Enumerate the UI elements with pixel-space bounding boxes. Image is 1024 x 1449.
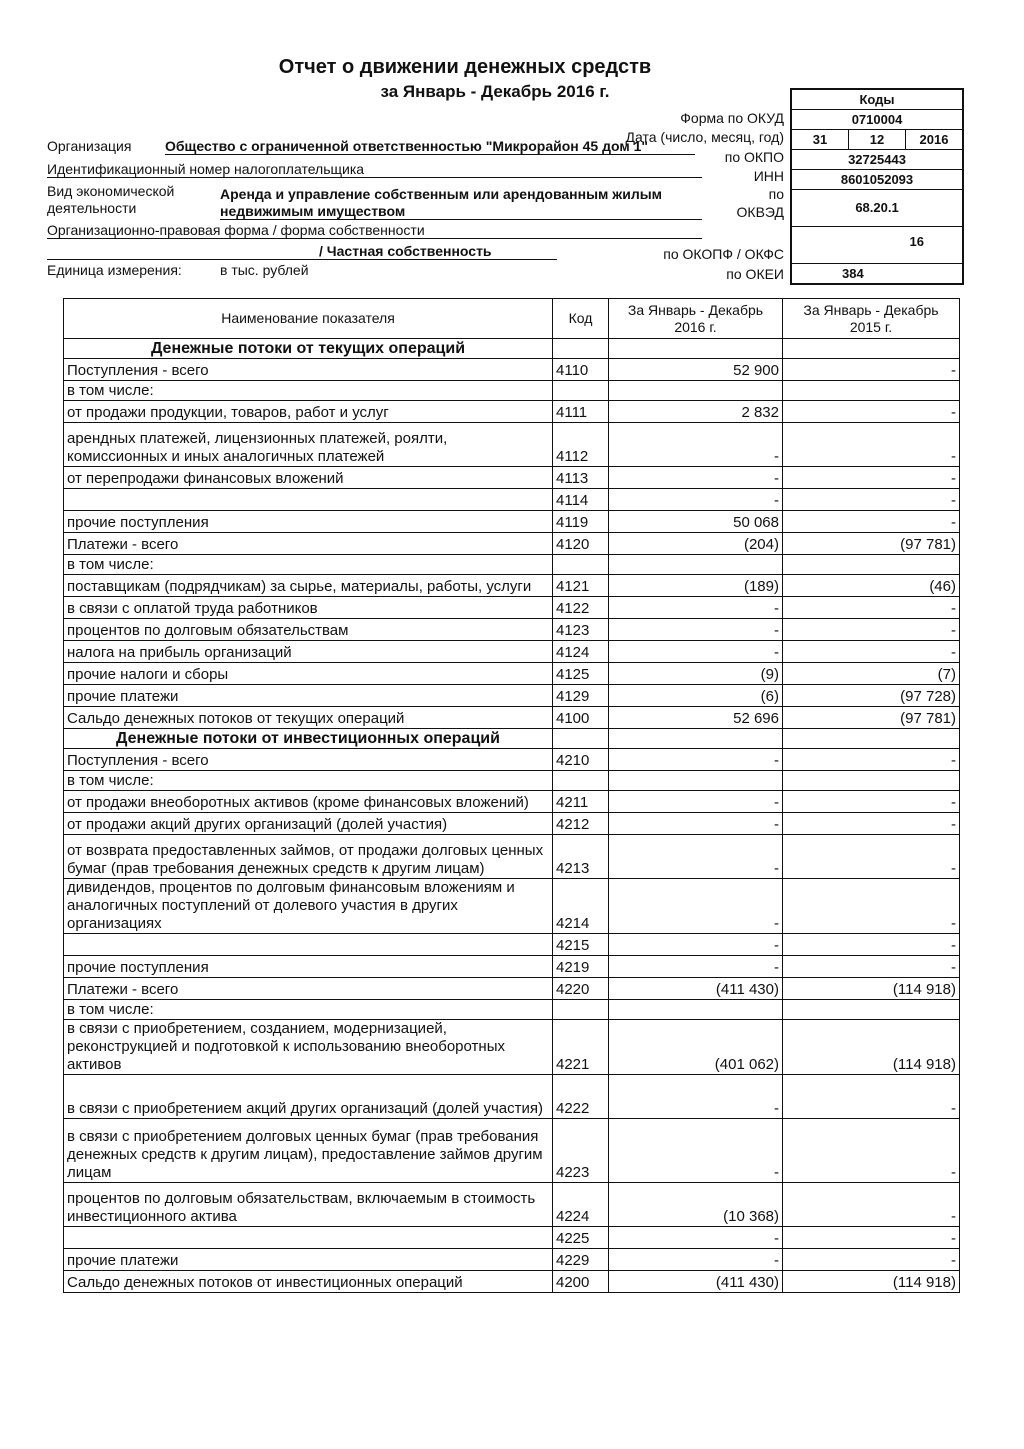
row-label: от перепродажи финансовых вложений bbox=[64, 467, 553, 489]
row-label: в связи с приобретением акций других организаций (долей участия) bbox=[64, 1075, 553, 1119]
value-2015: - bbox=[783, 1227, 960, 1249]
value-2015: - bbox=[783, 1183, 960, 1227]
value-2015: (46) bbox=[783, 575, 960, 597]
value-2015: (114 918) bbox=[783, 1271, 960, 1293]
row-code: 4125 bbox=[553, 663, 609, 685]
value-2016: - bbox=[609, 879, 783, 934]
row-code: 4220 bbox=[553, 978, 609, 1000]
inn-label: ИНН bbox=[753, 168, 784, 184]
section-row bbox=[64, 729, 960, 749]
value-2015: - bbox=[783, 641, 960, 663]
value-2015: - bbox=[783, 467, 960, 489]
table-row bbox=[64, 1271, 960, 1293]
value-2016: (189) bbox=[609, 575, 783, 597]
table-row bbox=[64, 956, 960, 978]
row-code: 4123 bbox=[553, 619, 609, 641]
value-2016: (10 368) bbox=[609, 1183, 783, 1227]
activity-line-2: недвижимым имуществом bbox=[220, 203, 702, 220]
date-year: 2016 bbox=[905, 130, 962, 149]
table-row bbox=[64, 1075, 960, 1119]
table-row bbox=[64, 749, 960, 771]
value-2016: 52 900 bbox=[609, 359, 783, 381]
org-name: Общество с ограниченной ответственностью "Микрорайон 45 дом 1" bbox=[165, 138, 695, 155]
value-2016: (401 062) bbox=[609, 1020, 783, 1075]
value-2015-cell bbox=[783, 729, 960, 749]
value-2015: - bbox=[783, 879, 960, 934]
activity-label-1: Вид экономической bbox=[47, 183, 175, 199]
okopf-value bbox=[792, 226, 962, 263]
value-2016: - bbox=[609, 467, 783, 489]
table-row bbox=[64, 685, 960, 707]
row-code: 4222 bbox=[553, 1075, 609, 1119]
table-row bbox=[64, 1000, 960, 1020]
value-2016-cell bbox=[609, 555, 783, 575]
value-2016-cell bbox=[609, 381, 783, 401]
codes-box bbox=[790, 88, 964, 285]
value-2015: (97 781) bbox=[783, 707, 960, 729]
value-2015: - bbox=[783, 359, 960, 381]
row-label: в связи с приобретением долговых ценных бумаг (прав требования денежных средств к другим лицам), предоставление займов другим лицам bbox=[64, 1119, 553, 1183]
row-code: 4229 bbox=[553, 1249, 609, 1271]
table-row bbox=[64, 533, 960, 555]
table-row bbox=[64, 1183, 960, 1227]
row-code: 4225 bbox=[553, 1227, 609, 1249]
okopf-code: 16 bbox=[909, 234, 924, 249]
table-row bbox=[64, 1119, 960, 1183]
value-2015-cell bbox=[783, 1000, 960, 1020]
row-code: 4219 bbox=[553, 956, 609, 978]
value-2015: - bbox=[783, 835, 960, 879]
value-2016: - bbox=[609, 597, 783, 619]
okved-label-2: ОКВЭД bbox=[736, 204, 784, 220]
value-2016: - bbox=[609, 423, 783, 467]
value-2015-cell bbox=[783, 381, 960, 401]
okei-label: по ОКЕИ bbox=[726, 266, 784, 282]
value-2015: (97 728) bbox=[783, 685, 960, 707]
section-row bbox=[64, 339, 960, 359]
table-row bbox=[64, 511, 960, 533]
row-code: 4114 bbox=[553, 489, 609, 511]
value-2016: (6) bbox=[609, 685, 783, 707]
table-row bbox=[64, 771, 960, 791]
row-label: процентов по долговым обязательствам bbox=[64, 619, 553, 641]
code-cell bbox=[553, 555, 609, 575]
table-row bbox=[64, 1227, 960, 1249]
row-code: 4213 bbox=[553, 835, 609, 879]
row-code: 4112 bbox=[553, 423, 609, 467]
activity-line-1: Аренда и управление собственным или арендованным жилым bbox=[220, 186, 663, 202]
row-label: прочие поступления bbox=[64, 511, 553, 533]
row-label: от продажи продукции, товаров, работ и услуг bbox=[64, 401, 553, 423]
value-2015: - bbox=[783, 934, 960, 956]
inn-value: 8601052093 bbox=[792, 169, 962, 189]
row-label: дивидендов, процентов по долговым финансовым вложениям и аналогичных поступлений от долевого участия в других организациях bbox=[64, 879, 553, 934]
value-2016-cell bbox=[609, 1000, 783, 1020]
table-row bbox=[64, 978, 960, 1000]
okud-label: Форма по ОКУД bbox=[680, 110, 784, 126]
table-row bbox=[64, 489, 960, 511]
row-code: 4100 bbox=[553, 707, 609, 729]
row-label: поставщикам (подрядчикам) за сырье, материалы, работы, услуги bbox=[64, 575, 553, 597]
section-title: Денежные потоки от текущих операций bbox=[64, 339, 553, 359]
row-label bbox=[64, 489, 553, 511]
section-title: Денежные потоки от инвестиционных операций bbox=[64, 729, 553, 749]
okpo-label: по ОКПО bbox=[724, 149, 784, 165]
row-label: прочие поступления bbox=[64, 956, 553, 978]
table-row bbox=[64, 707, 960, 729]
table-row bbox=[64, 423, 960, 467]
value-2016: - bbox=[609, 1119, 783, 1183]
col-2015-header: За Январь - Декабрь 2015 г. bbox=[783, 299, 960, 339]
value-2016: - bbox=[609, 749, 783, 771]
activity-label-2: деятельности bbox=[47, 200, 137, 216]
value-2016: - bbox=[609, 835, 783, 879]
row-code: 4119 bbox=[553, 511, 609, 533]
value-2015: - bbox=[783, 401, 960, 423]
row-code: 4122 bbox=[553, 597, 609, 619]
row-code: 4200 bbox=[553, 1271, 609, 1293]
value-2016: - bbox=[609, 619, 783, 641]
row-label: от продажи акций других организаций (долей участия) bbox=[64, 813, 553, 835]
row-label: в том числе: bbox=[64, 555, 553, 575]
row-code: 4110 bbox=[553, 359, 609, 381]
value-2015: - bbox=[783, 1119, 960, 1183]
row-label: в связи с приобретением, созданием, модернизацией, реконструкцией и подготовкой к использованию внеоборотных активов bbox=[64, 1020, 553, 1075]
row-label: Сальдо денежных потоков от инвестиционных операций bbox=[64, 1271, 553, 1293]
row-label bbox=[64, 1227, 553, 1249]
unit-value: в тыс. рублей bbox=[220, 262, 309, 278]
value-2015: (7) bbox=[783, 663, 960, 685]
okpo-value: 32725443 bbox=[792, 149, 962, 169]
table-header-row bbox=[64, 299, 960, 339]
code-cell bbox=[553, 339, 609, 359]
value-2016: - bbox=[609, 934, 783, 956]
value-2015: - bbox=[783, 1249, 960, 1271]
value-2015-cell bbox=[783, 771, 960, 791]
value-2015: - bbox=[783, 749, 960, 771]
col-code-header: Код bbox=[553, 299, 609, 339]
okei-value bbox=[792, 263, 962, 283]
table-row bbox=[64, 575, 960, 597]
value-2015: - bbox=[783, 791, 960, 813]
okei-code: 384 bbox=[842, 266, 864, 281]
row-label: от возврата предоставленных займов, от продажи долговых ценных бумаг (прав требования денежных средств к другим лицам) bbox=[64, 835, 553, 879]
legal-form-label: Организационно-правовая форма / форма собственности bbox=[47, 222, 702, 239]
row-label: Поступления - всего bbox=[64, 749, 553, 771]
row-code: 4120 bbox=[553, 533, 609, 555]
table-row bbox=[64, 1020, 960, 1075]
okved-value: 68.20.1 bbox=[792, 189, 962, 226]
value-2016: - bbox=[609, 813, 783, 835]
table-row bbox=[64, 381, 960, 401]
row-label: арендных платежей, лицензионных платежей, роялти, комиссионных и иных аналогичных платежей bbox=[64, 423, 553, 467]
row-code: 4214 bbox=[553, 879, 609, 934]
row-label: процентов по долговым обязательствам, включаемым в стоимость инвестиционного актива bbox=[64, 1183, 553, 1227]
row-code: 4221 bbox=[553, 1020, 609, 1075]
table-row bbox=[64, 467, 960, 489]
legal-form-value: / Частная собственность bbox=[47, 243, 557, 260]
value-2015: (114 918) bbox=[783, 1020, 960, 1075]
value-2016: (411 430) bbox=[609, 1271, 783, 1293]
table-row bbox=[64, 555, 960, 575]
row-code: 4211 bbox=[553, 791, 609, 813]
row-label: Поступления - всего bbox=[64, 359, 553, 381]
cashflow-table bbox=[63, 298, 960, 1293]
code-cell bbox=[553, 771, 609, 791]
row-label: Платежи - всего bbox=[64, 533, 553, 555]
codes-heading: Коды bbox=[859, 92, 895, 107]
value-2016: 52 696 bbox=[609, 707, 783, 729]
value-2016: (9) bbox=[609, 663, 783, 685]
value-2015: - bbox=[783, 597, 960, 619]
value-2016: (411 430) bbox=[609, 978, 783, 1000]
code-cell bbox=[553, 729, 609, 749]
col-name-header: Наименование показателя bbox=[64, 299, 553, 339]
row-label: прочие платежи bbox=[64, 1249, 553, 1271]
table-row bbox=[64, 879, 960, 934]
row-label: от продажи внеоборотных активов (кроме финансовых вложений) bbox=[64, 791, 553, 813]
value-2016: (204) bbox=[609, 533, 783, 555]
value-2016: - bbox=[609, 1249, 783, 1271]
row-label: в связи с оплатой труда работников bbox=[64, 597, 553, 619]
row-code: 4224 bbox=[553, 1183, 609, 1227]
okud-value: 0710004 bbox=[792, 109, 962, 129]
row-code: 4215 bbox=[553, 934, 609, 956]
date-day: 31 bbox=[812, 132, 828, 147]
value-2016-cell bbox=[609, 771, 783, 791]
value-2015: - bbox=[783, 1075, 960, 1119]
value-2016: 2 832 bbox=[609, 401, 783, 423]
table-row bbox=[64, 619, 960, 641]
row-code: 4212 bbox=[553, 813, 609, 835]
value-2016-cell bbox=[609, 339, 783, 359]
okopf-label: по ОКОПФ / ОКФС bbox=[663, 246, 784, 262]
value-2016: - bbox=[609, 489, 783, 511]
date-label: Дата (число, месяц, год) bbox=[625, 129, 784, 145]
row-label: в том числе: bbox=[64, 381, 553, 401]
org-label: Организация bbox=[47, 138, 132, 154]
row-code: 4124 bbox=[553, 641, 609, 663]
value-2016: - bbox=[609, 956, 783, 978]
table-row bbox=[64, 791, 960, 813]
report-title: Отчет о движении денежных средств bbox=[278, 56, 652, 78]
row-code: 4129 bbox=[553, 685, 609, 707]
row-label: прочие платежи bbox=[64, 685, 553, 707]
value-2016: - bbox=[609, 791, 783, 813]
value-2015: - bbox=[783, 619, 960, 641]
value-2015: (114 918) bbox=[783, 978, 960, 1000]
row-code: 4113 bbox=[553, 467, 609, 489]
code-cell bbox=[553, 381, 609, 401]
row-code: 4210 bbox=[553, 749, 609, 771]
report-period: за Январь - Декабрь 2016 г. bbox=[380, 82, 610, 101]
code-cell bbox=[553, 1000, 609, 1020]
table-row bbox=[64, 813, 960, 835]
col-2016-header: За Январь - Декабрь 2016 г. bbox=[609, 299, 783, 339]
value-2015-cell bbox=[783, 339, 960, 359]
row-label: в том числе: bbox=[64, 771, 553, 791]
value-2015: - bbox=[783, 489, 960, 511]
date-month: 12 bbox=[848, 130, 905, 149]
row-code: 4223 bbox=[553, 1119, 609, 1183]
table-body bbox=[64, 339, 960, 1293]
table-row bbox=[64, 835, 960, 879]
table-row bbox=[64, 663, 960, 685]
unit-label: Единица измерения: bbox=[47, 262, 182, 278]
value-2015: (97 781) bbox=[783, 533, 960, 555]
value-2016: 50 068 bbox=[609, 511, 783, 533]
value-2015: - bbox=[783, 511, 960, 533]
table-row bbox=[64, 1249, 960, 1271]
value-2016: - bbox=[609, 1075, 783, 1119]
value-2016: - bbox=[609, 641, 783, 663]
row-code: 4121 bbox=[553, 575, 609, 597]
table-row bbox=[64, 934, 960, 956]
value-2015: - bbox=[783, 423, 960, 467]
row-label: Сальдо денежных потоков от текущих операций bbox=[64, 707, 553, 729]
value-2015-cell bbox=[783, 555, 960, 575]
row-label: Платежи - всего bbox=[64, 978, 553, 1000]
row-label: налога на прибыль организаций bbox=[64, 641, 553, 663]
value-2015: - bbox=[783, 956, 960, 978]
table-row bbox=[64, 359, 960, 381]
row-label: прочие налоги и сборы bbox=[64, 663, 553, 685]
table-row bbox=[64, 401, 960, 423]
row-label bbox=[64, 934, 553, 956]
value-2016: - bbox=[609, 1227, 783, 1249]
okved-label-1: по bbox=[768, 186, 784, 202]
row-label: в том числе: bbox=[64, 1000, 553, 1020]
date-value bbox=[792, 129, 962, 149]
taxid-label: Идентификационный номер налогоплательщика bbox=[47, 161, 702, 178]
value-2015: - bbox=[783, 813, 960, 835]
table-row bbox=[64, 641, 960, 663]
table-row bbox=[64, 597, 960, 619]
value-2016-cell bbox=[609, 729, 783, 749]
row-code: 4111 bbox=[553, 401, 609, 423]
